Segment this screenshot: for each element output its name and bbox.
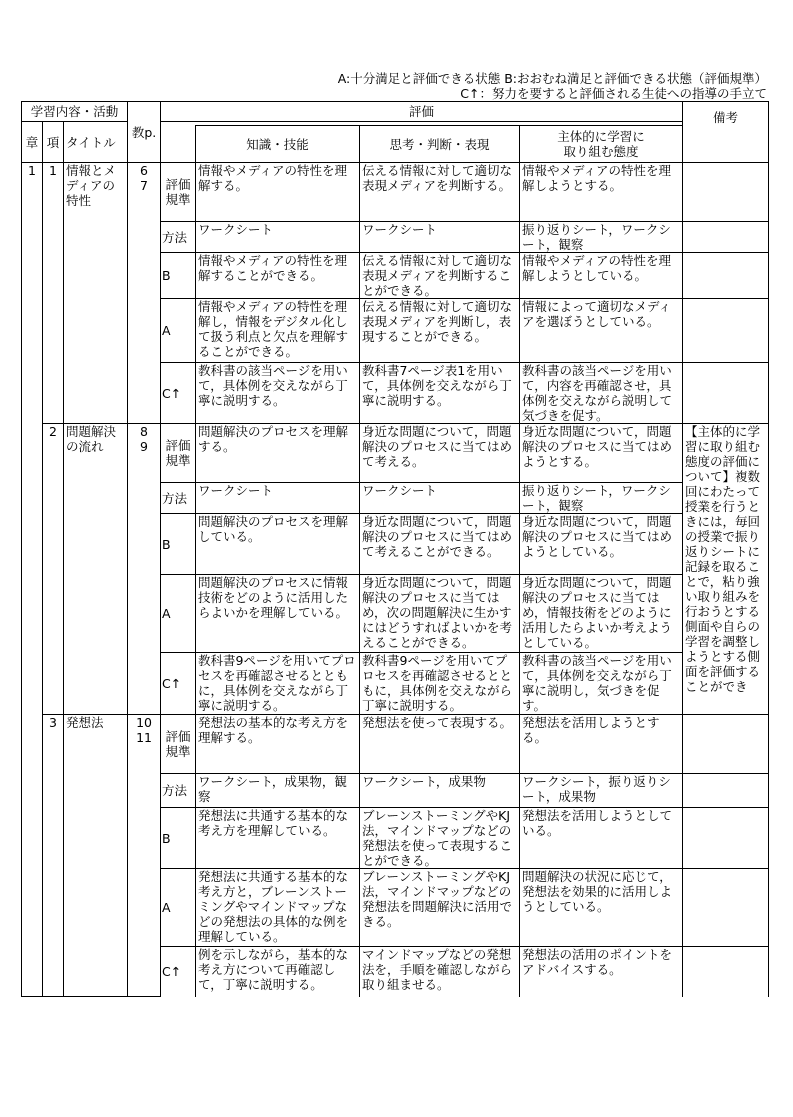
criterion-label: B [161,808,196,869]
thinking-cell: マインドマップなどの発想法を，手順を確認しながら取り組ませる。 [360,947,520,997]
knowledge-cell: 発想法の基本的な考え方を理解する。 [196,715,360,774]
header-attitude-line1: 主体的に学習に [557,129,645,144]
criterion-label: 方法 [161,483,196,514]
thinking-cell: 伝える情報に対して適切な表現メディアを判断し，表現することができる。 [360,299,520,363]
attitude-cell: 情報によって適切なメディアを選ぼうとしている。 [520,299,683,363]
attitude-cell: 発想法の活用のポイントをアドバイスする。 [520,947,683,997]
thinking-cell: 身近な問題について，問題解決のプロセスに当てはめ，次の問題解決に生かすにはどうすればよいかを考えることができる。 [360,575,520,653]
topic-title: 発想法 [64,715,128,997]
legend-line-1: A:十分満足と評価できる状態 B:おおむね満足と評価できる状態（評価規準） [337,71,767,86]
table-row [22,163,769,222]
textbook-pages: 8 9 [128,424,161,715]
thinking-cell: ブレーンストーミングやKJ法，マインドマップなどの発想法を使って表現することができる。 [360,808,520,869]
header-attitude [520,126,683,163]
remark-cell [683,222,769,253]
attitude-cell: 振り返りシート，ワークシート，観察 [520,222,683,253]
knowledge-cell: ワークシート，成果物，観察 [196,774,360,808]
remark-cell [683,808,769,869]
criterion-label: B [161,253,196,299]
textbook-pages: 6 7 [128,163,161,424]
thinking-cell: 身近な問題について，問題解決のプロセスに当てはめて考えることができる。 [360,514,520,575]
item-number: 3 [43,715,64,997]
remark-cell [683,715,769,774]
criterion-label: 方法 [161,222,196,253]
criterion-label: 評価規準 [161,715,196,774]
table-row [22,715,769,774]
attitude-cell: ワークシート，振り返りシート，成果物 [520,774,683,808]
remark-cell [683,869,769,947]
knowledge-cell: 情報やメディアの特性を理解する。 [196,163,360,222]
thinking-cell: 身近な問題について，問題解決のプロセスに当てはめて考える。 [360,424,520,483]
remark-cell [683,774,769,808]
knowledge-cell: 教科書の該当ページを用いて，具体例を交えながら丁寧に説明する。 [196,363,360,424]
attitude-cell: 身近な問題について，問題解決のプロセスに当てはめ，情報技術をどのように活用したらよいか考えようとしている。 [520,575,683,653]
attitude-cell: 身近な問題について，問題解決のプロセスに当てはめようとしている。 [520,514,683,575]
topic-title: 問題解決の流れ [64,424,128,715]
header-attitude-line2: 取り組む態度 [563,144,639,159]
remark-cell [683,163,769,222]
thinking-cell: ワークシート [360,483,520,514]
criterion-label: 評価規準 [161,163,196,222]
criterion-label: 評価規準 [161,424,196,483]
knowledge-cell: ワークシート [196,483,360,514]
knowledge-cell: 問題解決のプロセスに情報技術をどのように活用したらよいかを理解している。 [196,575,360,653]
item-number: 2 [43,424,64,715]
attitude-cell: 振り返りシート，ワークシート，観察 [520,483,683,514]
criterion-label: A [161,575,196,653]
knowledge-cell: 発想法に共通する基本的な考え方と，ブレーンストーミングやマインドマップなどの発想法の具体的な例を理解している。 [196,869,360,947]
topic-title: 情報とメディアの特性 [64,163,128,424]
remark-note: 【主体的に学習に取り組む態度の評価について】複数回にわたって授業を行うときには，毎回の授業で振り返りシートに記録を取ることで，粘り強い取り組みを行おうとする側面や自らの学習を調整しようとする側面を評価することができ [683,424,769,715]
thinking-cell: ワークシート [360,222,520,253]
header-content-activity: 学習内容・活動 [22,102,128,122]
textbook-pages: 10 11 [128,715,161,997]
header-remarks: 備考 [683,102,769,163]
header-knowledge: 知識・技能 [196,126,360,163]
thinking-cell: ワークシート，成果物 [360,774,520,808]
criterion-label: C↑ [161,363,196,424]
attitude-cell: 身近な問題について，問題解決のプロセスに当てはめようとする。 [520,424,683,483]
knowledge-cell: 例を示しながら，基本的な考え方について再確認して，丁寧に説明する。 [196,947,360,997]
header-chapter: 章 [22,122,43,163]
knowledge-cell: ワークシート [196,222,360,253]
header-blank [161,126,196,163]
attitude-cell: 発想法を活用しようとする。 [520,715,683,774]
thinking-cell: ブレーンストーミングやKJ法，マインドマップなどの発想法を問題解決に活用できる。 [360,869,520,947]
attitude-cell: 情報やメディアの特性を理解しようとする。 [520,163,683,222]
remark-cell [683,253,769,299]
table-row [22,424,769,483]
attitude-cell: 教科書の該当ページを用いて，具体例を交えながら丁寧に説明し，気づきを促す。 [520,653,683,715]
criterion-label: A [161,299,196,363]
knowledge-cell: 発想法に共通する基本的な考え方を理解している。 [196,808,360,869]
legend-line-2: C↑：努力を要すると評価される生徒への指導の手立て [460,86,767,101]
thinking-cell: 伝える情報に対して適切な表現メディアを判断することができる。 [360,253,520,299]
header-item: 項 [43,122,64,163]
knowledge-cell: 問題解決のプロセスを理解している。 [196,514,360,575]
remark-cell [683,947,769,997]
knowledge-cell: 情報やメディアの特性を理解することができる。 [196,253,360,299]
criterion-label: A [161,869,196,947]
criterion-label: 方法 [161,774,196,808]
remark-cell [683,299,769,363]
knowledge-cell: 教科書9ページを用いてプロセスを再確認させるとともに，具体例を交えながら丁寧に説明する。 [196,653,360,715]
knowledge-cell: 問題解決のプロセスを理解する。 [196,424,360,483]
thinking-cell: 教科書9ページを用いてプロセスを再確認させるとともに，具体例を交えながら丁寧に説明する。 [360,653,520,715]
criterion-label: C↑ [161,947,196,997]
criterion-label: C↑ [161,653,196,715]
thinking-cell: 教科書7ページ表1を用いて，具体例を交えながら丁寧に説明する。 [360,363,520,424]
attitude-cell: 情報やメディアの特性を理解しようとしている。 [520,253,683,299]
header-pages: 教p. [128,102,161,163]
attitude-cell: 問題解決の状況に応じて，発想法を効果的に活用しようとしている。 [520,869,683,947]
attitude-cell: 発想法を活用しようとしている。 [520,808,683,869]
header-evaluation: 評価 [161,102,683,122]
remark-cell [683,363,769,424]
attitude-cell: 教科書の該当ページを用いて，内容を再確認させ，具体例を交えながら説明して気づきを促す。 [520,363,683,424]
chapter-number: 1 [22,163,43,997]
item-number: 1 [43,163,64,424]
criterion-label: B [161,514,196,575]
header-thinking: 思考・判断・表現 [360,126,520,163]
thinking-cell: 伝える情報に対して適切な表現メディアを判断する。 [360,163,520,222]
knowledge-cell: 情報やメディアの特性を理解し，情報をデジタル化して扱う利点と欠点を理解することができる。 [196,299,360,363]
thinking-cell: 発想法を使って表現する。 [360,715,520,774]
evaluation-table [21,101,769,997]
header-title: タイトル [64,122,128,163]
